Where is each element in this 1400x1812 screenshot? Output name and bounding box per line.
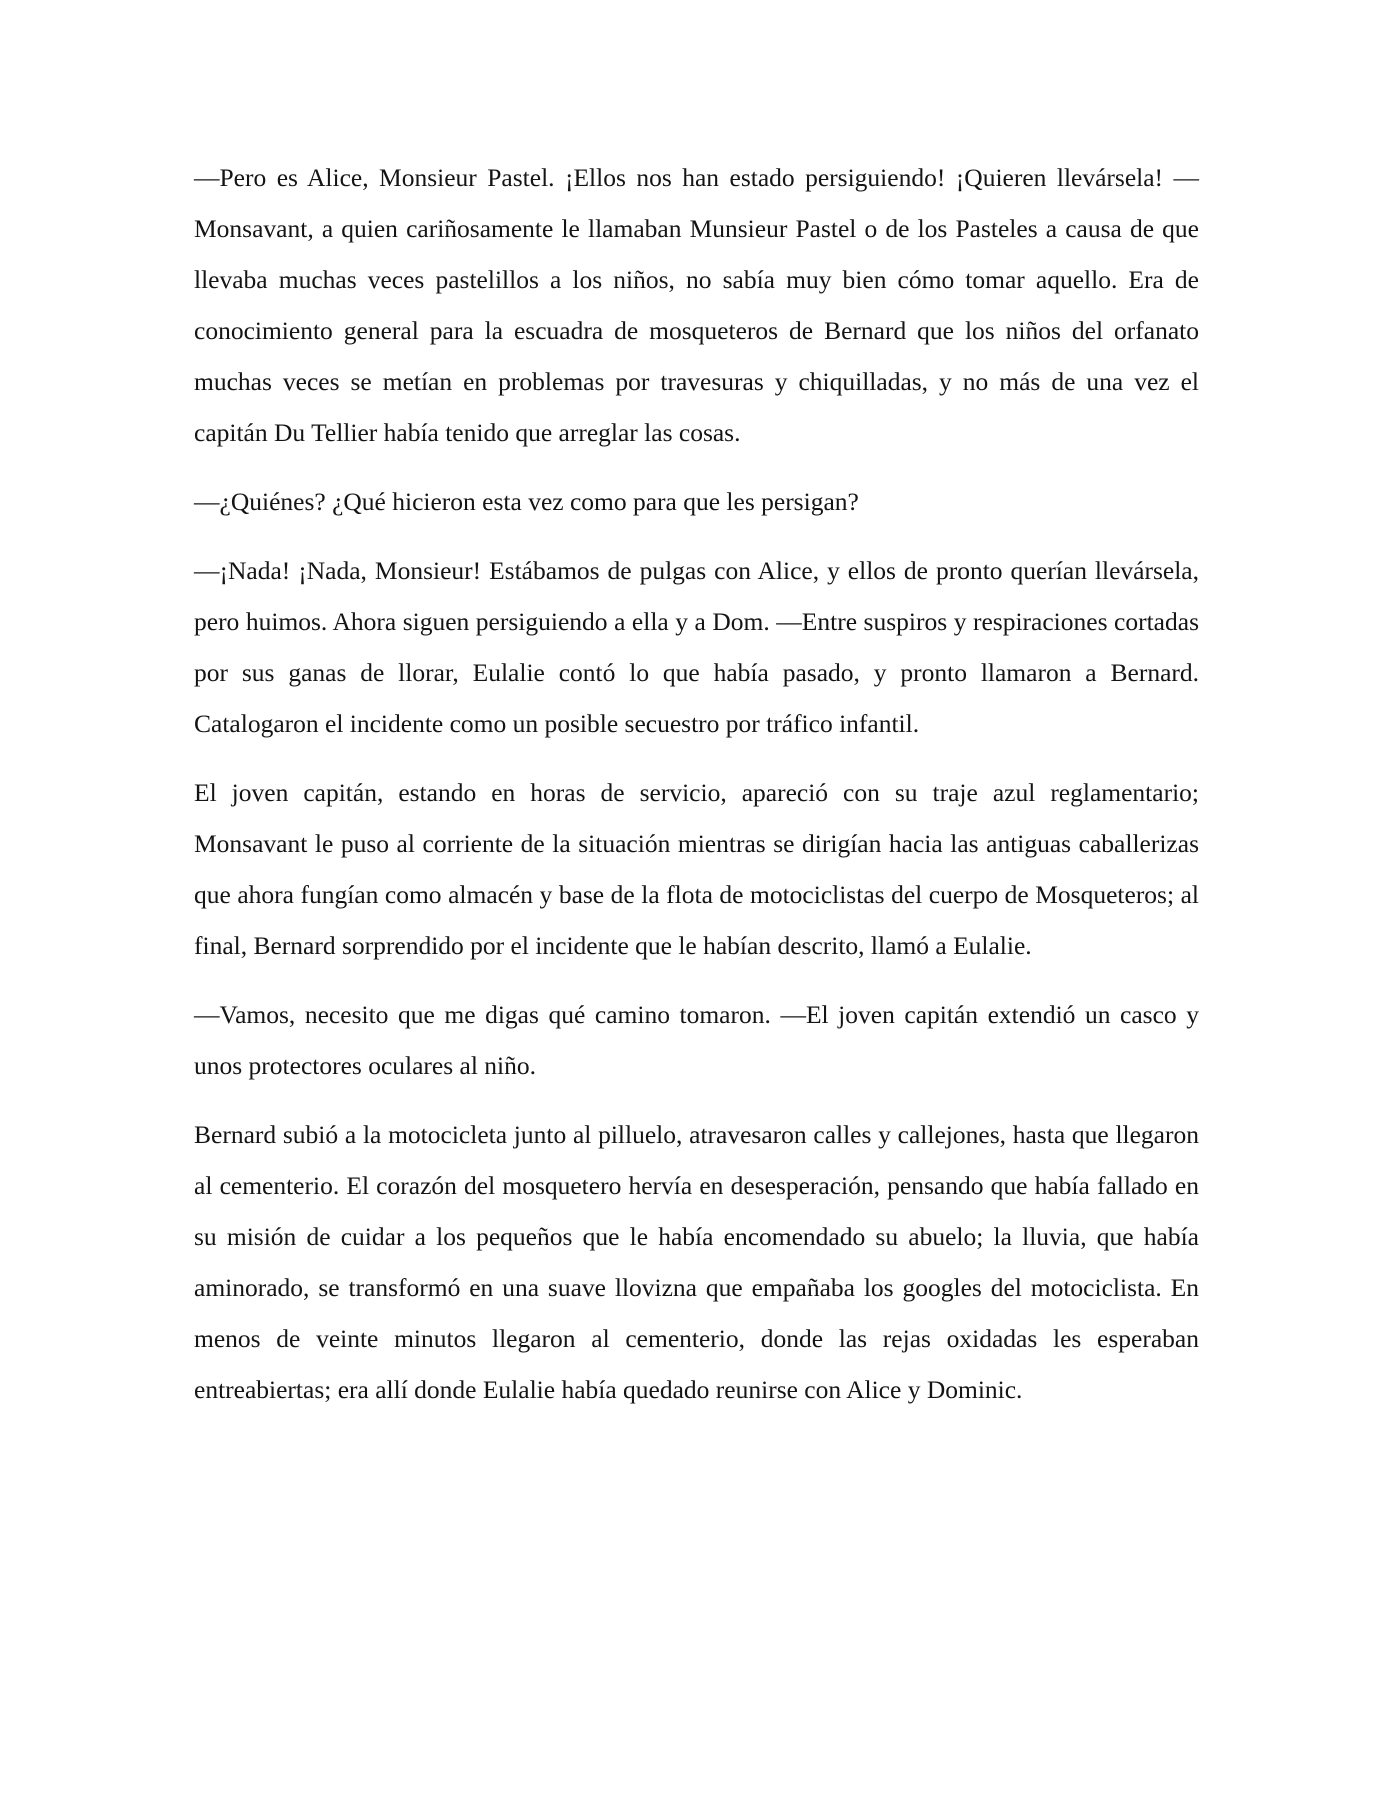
paragraph-6: Bernard subió a la motocicleta junto al pilluelo, atravesaron calles y callejones, hasta que llegaron al cementerio. El corazón del mosquetero hervía en desesperación, pensando que había fallado en su misión de cuidar a los pequeños que le había encomendado su abuelo; la lluvia, que había aminorado, se transformó en una suave llovizna que empañaba los googles del motociclista. En menos de veinte minutos llegaron al cementerio, donde las rejas oxidadas les esperaban entreabiertas; era allí donde Eulalie había quedado reunirse con Alice y Dominic. <box>194 1120 1199 1404</box>
paragraph-5: —Vamos, necesito que me digas qué camino tomaron. —El joven capitán extendió un casco y unos protectores oculares al niño. <box>194 1000 1199 1080</box>
paragraph-1: —Pero es Alice, Monsieur Pastel. ¡Ellos nos han estado persiguiendo! ¡Quieren llevársela! —Monsavant, a quien cariñosamente le llamaban Munsieur Pastel o de los Pasteles a causa de que llevaba muchas veces pastelillos a los niños, no sabía muy bien cómo tomar aquello. Era de conocimiento general para la escuadra de mosqueteros de Bernard que los niños del orfanato muchas veces se metían en problemas por travesuras y chiquilladas, y no más de una vez el capitán Du Tellier había tenido que arreglar las cosas. <box>194 163 1199 447</box>
paragraph-2: —¿Quiénes? ¿Qué hicieron esta vez como para que les persigan? <box>194 487 859 516</box>
document-page <box>194 152 1199 1433</box>
paragraph-4: El joven capitán, estando en horas de servicio, apareció con su traje azul reglamentario; Monsavant le puso al corriente de la situación mientras se dirigían hacia las antiguas caballerizas que ahora fungían como almacén y base de la flota de motociclistas del cuerpo de Mosqueteros; al final, Bernard sorprendido por el incidente que le habían descrito, llamó a Eulalie. <box>194 778 1199 960</box>
paragraph-3: —¡Nada! ¡Nada, Monsieur! Estábamos de pulgas con Alice, y ellos de pronto querían llevársela, pero huimos. Ahora siguen persiguiendo a ella y a Dom. —Entre suspiros y respiraciones cortadas por sus ganas de llorar, Eulalie contó lo que había pasado, y pronto llamaron a Bernard. Catalogaron el incidente como un posible secuestro por tráfico infantil. <box>194 556 1199 738</box>
